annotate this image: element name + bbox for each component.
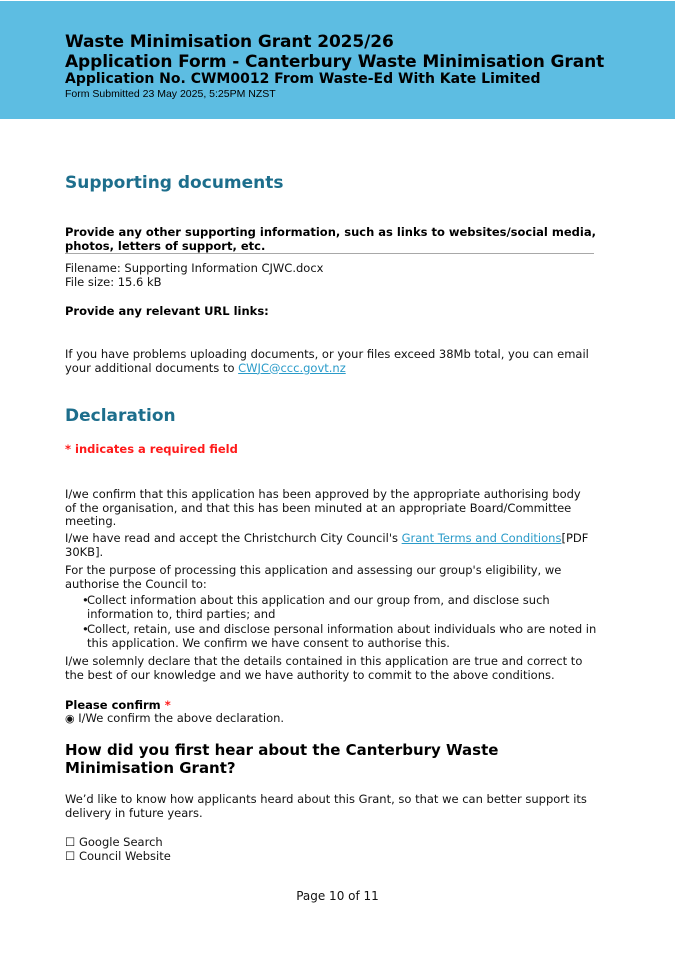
form-header bbox=[0, 1, 675, 119]
please-confirm-label bbox=[65, 698, 171, 712]
bullet-icon: • bbox=[82, 593, 89, 607]
hear-about-heading: How did you first hear about the Canterbury Waste Minimisation Grant? bbox=[65, 741, 499, 777]
upload-note-text: If you have problems uploading documents, or your files exceed 38Mb total, you can email your additional documents to bbox=[65, 347, 589, 375]
form-title: Application Form - Canterbury Waste Minimisation Grant bbox=[65, 52, 605, 72]
declaration-authorise-text: For the purpose of processing this application and assessing our group's eligibility, we authorise the Council to: bbox=[65, 563, 562, 591]
application-number: Application No. CWM0012 From Waste-Ed With Kate Limited bbox=[65, 71, 541, 87]
declaration-solemn-text: I/we solemnly declare that the details contained in this application are true and correct to the best of our knowledge and we have authority to commit to the above conditions. bbox=[65, 654, 583, 682]
confirm-declaration-radio[interactable] bbox=[65, 712, 284, 726]
url-links-question: Provide any relevant URL links: bbox=[65, 304, 269, 318]
upload-note bbox=[65, 348, 600, 375]
grant-title: Waste Minimisation Grant 2025/26 bbox=[65, 32, 394, 52]
filesize-value: 15.6 kB bbox=[117, 275, 162, 289]
file-size-row bbox=[65, 276, 162, 290]
file-name-row bbox=[65, 262, 323, 276]
authorisation-item-text: Collect, retain, use and disclose personal information about individuals who are noted in this application. We confirm we have consent to authorise this. bbox=[87, 622, 597, 650]
authorisation-item bbox=[65, 594, 605, 621]
hear-about-intro: We’d like to know how applicants heard about this Grant, so that we can better support its delivery in future years. bbox=[65, 792, 587, 820]
terms-text-prefix: I/we have read and accept the Christchurch City Council's bbox=[65, 531, 402, 545]
confirm-declaration-label: I/We confirm the above declaration. bbox=[78, 711, 285, 725]
option-label: Google Search bbox=[78, 835, 163, 849]
filename-label: Filename: bbox=[65, 261, 121, 275]
supporting-documents-heading: Supporting documents bbox=[65, 173, 284, 193]
page-number: Page 10 of 11 bbox=[296, 889, 379, 903]
supporting-info-question: Provide any other supporting information, such as links to websites/social media, photos, letters of support, etc. bbox=[65, 225, 596, 253]
radio-selected-icon[interactable]: ◉ bbox=[65, 712, 75, 725]
declaration-terms-text bbox=[65, 532, 600, 559]
question-divider bbox=[65, 253, 594, 254]
filename-value[interactable]: Supporting Information CJWC.docx bbox=[124, 261, 324, 275]
required-star: * bbox=[164, 698, 171, 712]
authorisation-item bbox=[65, 623, 605, 650]
bullet-icon: • bbox=[82, 622, 89, 636]
please-confirm-text: Please confirm bbox=[65, 698, 161, 712]
submitted-timestamp: Form Submitted 23 May 2025, 5:25PM NZST bbox=[65, 88, 276, 100]
checkbox-icon[interactable]: ☐ bbox=[65, 835, 76, 849]
required-field-note: * indicates a required field bbox=[65, 442, 238, 456]
option-google-search[interactable] bbox=[65, 836, 163, 850]
checkbox-icon[interactable]: ☐ bbox=[65, 849, 76, 863]
declaration-approval-text: I/we confirm that this application has been approved by the appropriate authorising body of the organisation, and that this has been minuted at an appropriate Board/Committee meeting. bbox=[65, 487, 581, 528]
terms-and-conditions-link[interactable]: Grant Terms and Conditions bbox=[401, 531, 562, 545]
option-label: Council Website bbox=[78, 849, 171, 863]
email-link[interactable]: CWJC@ccc.govt.nz bbox=[238, 360, 346, 375]
authorisation-list bbox=[65, 594, 605, 650]
authorisation-item-text: Collect information about this application and our group from, and disclose such information to, third parties; and bbox=[87, 593, 550, 621]
terms-text-suffix: [PDF 30KB]. bbox=[65, 531, 589, 559]
option-council-website[interactable] bbox=[65, 850, 171, 864]
filesize-label: File size: bbox=[65, 275, 115, 289]
declaration-heading: Declaration bbox=[65, 406, 176, 426]
